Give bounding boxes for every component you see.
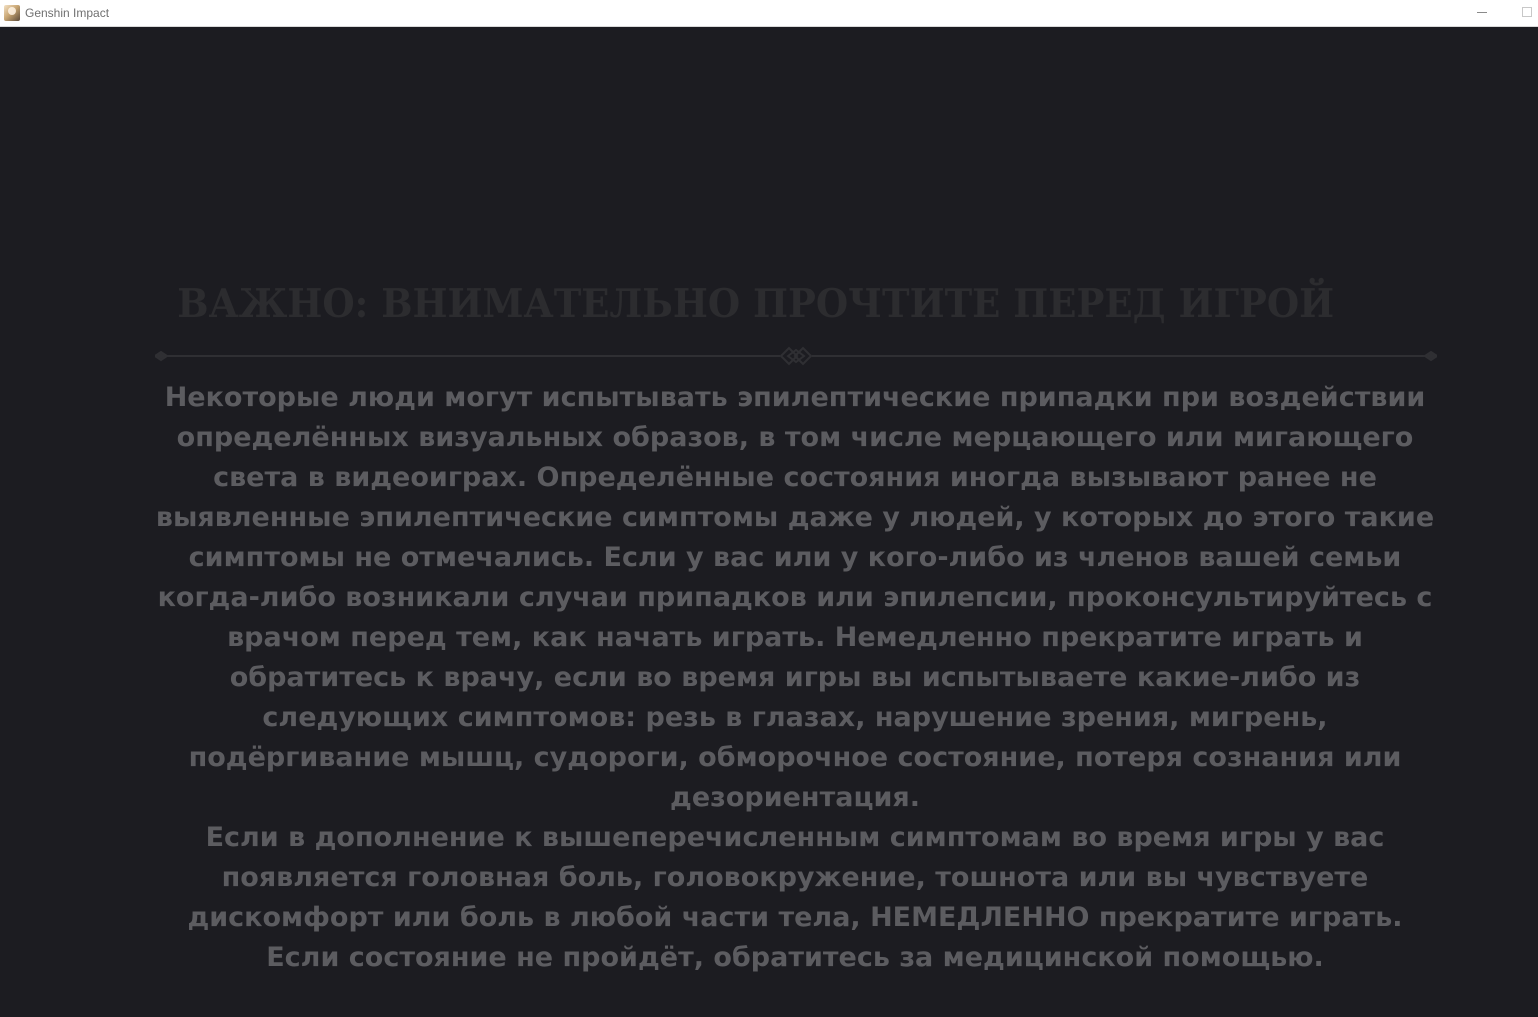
warning-paragraph-2: Если в дополнение к вышеперечисленным симптомам во время игры у вас появляется головная боль, головокружение, тошнота или вы чувствуете дискомфорт или боль в любой части тела, НЕМЕДЛЕННО прекратите играть. Если состояние не пройдёт, обратитесь за медицинской помощью. xyxy=(187,822,1403,973)
window-title: Genshin Impact xyxy=(25,6,110,20)
genshin-app-icon xyxy=(4,5,20,21)
maximize-icon[interactable] xyxy=(1505,0,1538,26)
window-titlebar xyxy=(0,0,1538,27)
warning-paragraph-1: Некоторые люди могут испытывать эпилептические припадки при воздействии определённых визуальных образов, в том числе мерцающего или мигающего света в видеоиграх. Определённые состояния иногда вызывают ранее не выявленные эпилептические симптомы даже у людей, у которых до этого такие симптомы не отмечались. Если у вас или у кого-либо из членов вашей семьи когда-либо возникали случаи припадков или эпилепсии, проконсультируйтесь с врачом перед тем, как начать играть. Немедленно прекратите играть и обратитесь к врачу, если во время игры вы испытываете какие-либо из следующих симптомов: резь в глазах, нарушение зрения, мигрень, подёргивание мышц, судороги, обморочное состояние, потеря сознания или дезориентация. xyxy=(155,382,1435,813)
warning-heading: ВАЖНО: ВНИМАТЕЛЬНО ПРОЧТИТЕ ПЕРЕД ИГРОЙ xyxy=(177,281,1335,327)
minimize-icon[interactable] xyxy=(1460,0,1504,26)
epilepsy-warning-screen xyxy=(0,28,1538,1017)
ornamental-divider xyxy=(155,346,1437,366)
